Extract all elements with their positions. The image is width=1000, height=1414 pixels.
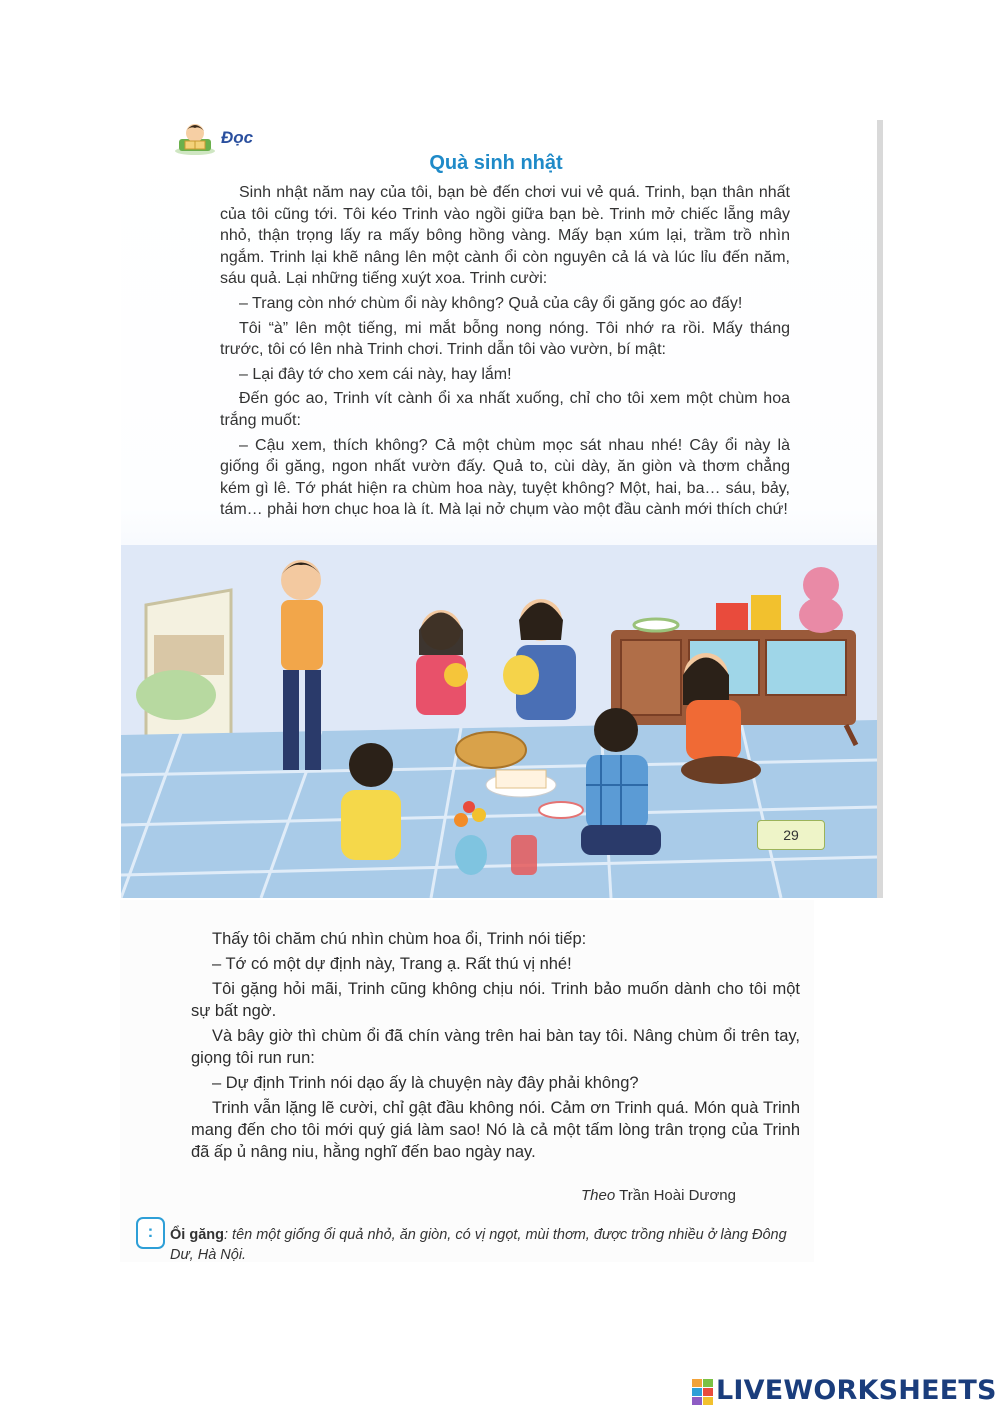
glossary-term: Ổi găng (170, 1227, 224, 1243)
paragraph: – Trang còn nhớ chùm ổi này không? Quả của cây ổi găng góc ao đấy! (239, 294, 743, 312)
paragraph: – Cậu xem, thích không? Cả một chùm mọc sát nhau nhé! Cây ổi này là giống ổi găng, ngon nhất vườn đấy. Quả to, cùi dày, ăn giòn và thơm chẳng kém gì lê. Tớ phát hiện ra chùm hoa này, tuyệt không? Một, hai, ba… sáu, bảy, tám… phải hơn chục hoa là ít. Mà lại nở chụm vào một đầu cành mới thích chứ! (220, 436, 790, 519)
textbook-page-29 (121, 120, 883, 898)
reading-child-icon (173, 121, 217, 155)
story-text-part-1 (220, 182, 790, 524)
author-credit (581, 1187, 736, 1204)
paragraph: – Lại đây tớ cho xem cái này, hay lắm! (239, 365, 512, 383)
paragraph: Trinh vẫn lặng lẽ cười, chỉ gật đầu không nói. Cảm ơn Trinh quá. Món quà Trinh mang đến cho tôi mới quý giá làm sao! Nó là cả một tấm lòng trân trọng của Trinh đã ấp ủ nâng niu, hằng nghĩ đến bao ngày nay. (191, 1099, 800, 1161)
textbook-page-30 (120, 900, 814, 1262)
paragraph: Sinh nhật năm nay của tôi, bạn bè đến chơi vui vẻ quá. Trinh, bạn thân nhất của tôi cũng tới. Tôi kéo Trinh vào ngồi giữa bạn bè. Trinh mở chiếc lẵng mây nhỏ, thận trọng lấy ra mấy bông hồng vàng. Mấy bạn xúm lại, trầm trồ nhìn ngắm. Trinh lại khẽ nâng lên một cành ổi còn nguyên cả lá và lúc lỉu đến năm, sáu quả. Lại những tiếng xuýt xoa. Trinh cười: (220, 184, 790, 288)
paragraph: Thấy tôi chăm chú nhìn chùm hoa ổi, Trinh nói tiếp: (212, 930, 587, 948)
liveworksheets-logo-icon (692, 1377, 714, 1407)
story-title: Quà sinh nhật (429, 152, 563, 174)
page-edge (877, 120, 883, 898)
author-name: Trần Hoài Dương (619, 1187, 736, 1204)
paragraph: Đến góc ao, Trinh vít cành ổi xa nhất xuống, chỉ cho tôi xem một chùm hoa trắng muốt: (220, 390, 790, 429)
page-number: 29 (757, 820, 825, 850)
story-text-part-2 (191, 928, 800, 1166)
author-prefix: Theo (581, 1187, 616, 1204)
section-label: Đọc (221, 128, 254, 147)
paragraph: Tôi gặng hỏi mãi, Trinh cũng không chịu nói. Trinh bảo muốn dành cho tôi một sự bất ngờ. (191, 980, 800, 1020)
glossary-note (170, 1225, 810, 1265)
glossary-note-icon: : (136, 1217, 165, 1249)
paragraph: – Dự định Trinh nói dạo ấy là chuyện này đây phải không? (212, 1074, 639, 1092)
liveworksheets-wordmark: LIVEWORKSHEETS (716, 1375, 997, 1406)
paragraph: Và bây giờ thì chùm ổi đã chín vàng trên hai bàn tay tôi. Nâng chùm ổi trên tay, giọng tôi run run: (191, 1027, 800, 1067)
glossary-definition: : tên một giống ổi quả nhỏ, ăn giòn, có vị ngọt, mùi thơm, được trồng nhiều ở làng Đông Dư, Hà Nội. (170, 1227, 787, 1263)
paragraph: – Tớ có một dự định này, Trang ạ. Rất thú vị nhé! (212, 955, 572, 973)
paragraph: Tôi “à” lên một tiếng, mi mắt bỗng nong nóng. Tôi nhớ ra rồi. Mấy tháng trước, tôi có lên nhà Trinh chơi. Trinh dẫn tôi vào vườn, bí mật: (220, 319, 790, 359)
